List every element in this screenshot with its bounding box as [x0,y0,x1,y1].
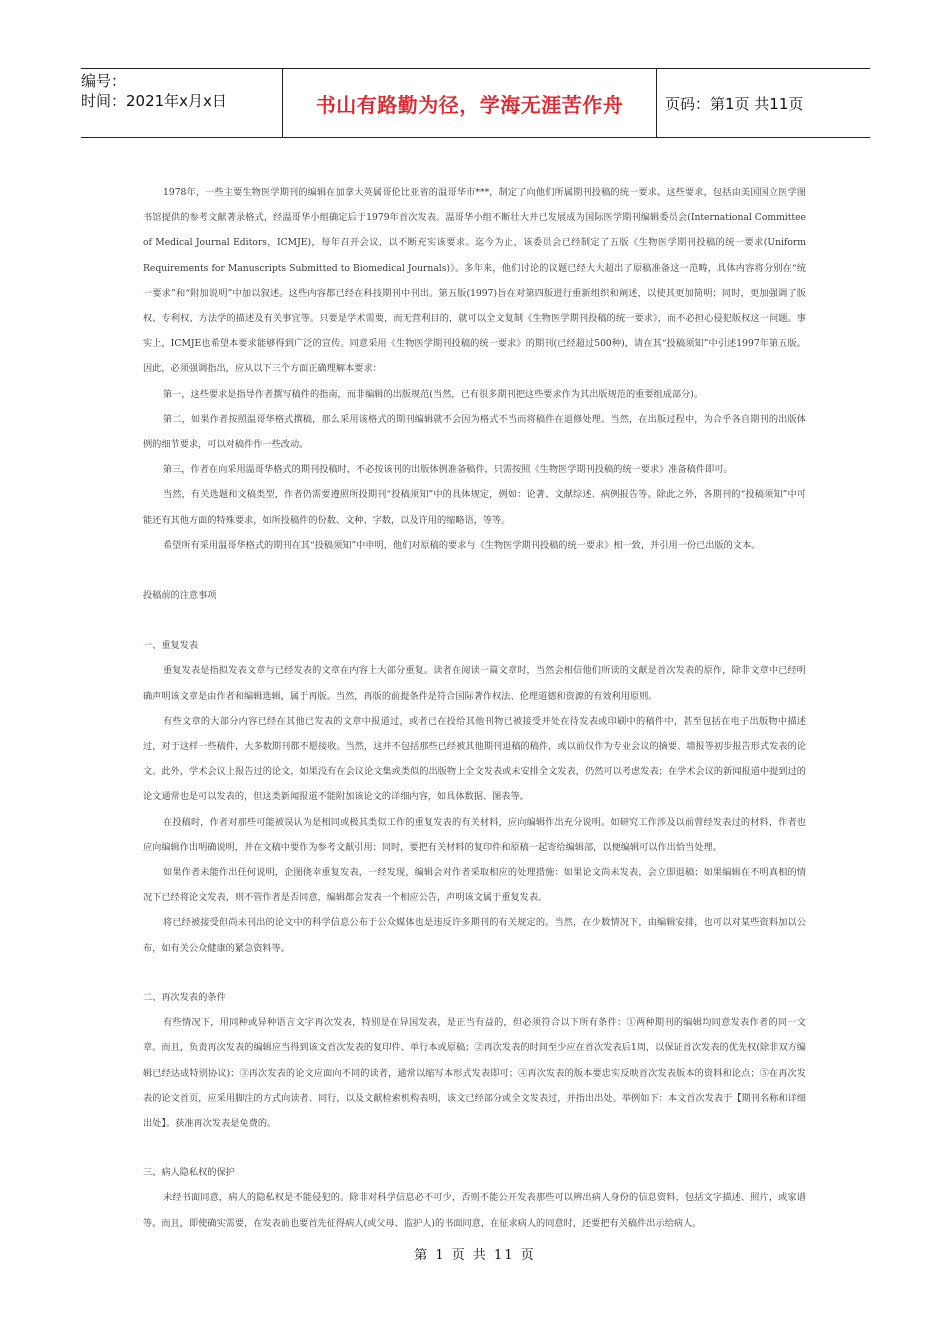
header-meta-cell [81,69,283,137]
motto-text: 书山有路勤为径，学海无涯苦作舟 [315,92,624,117]
section-heading-patient-privacy: 三、病人隐私权的保护 [143,1167,235,1179]
header-table [81,68,870,138]
section-paragraph: 将已经被接受但尚未刊出的论文中的科学信息公布于公众媒体也是违反许多期刊的有关规定的。当然，在少数情况下，由编辑安排，也可以对某些资料加以公布，如有关公众健康的紧急资料等。 [143,917,806,954]
section-heading-republication: 二、再次发表的条件 [143,991,226,1003]
document-body [143,180,806,1236]
section-paragraph: 在投稿时，作者对那些可能被误认为是相同或极其类似工作的重复发表的有关材料，应向编辑作出充分说明。如研究工作涉及以前曾经发表过的材料，作者也应向编辑作出明确说明，并在文稿中要作为参考文献引用；同时，要把有关材料的复印件和原稿一起寄给编辑部，以便编辑可以作出恰当处理。 [143,816,806,853]
intro-paragraph: 第二，如果作者按照温哥华格式撰稿，那么采用该格式的期刊编辑就不会因为格式不当而将稿件在退修处理。当然，在出版过程中，为合乎各自期刊的出版体例的细节要求，可以对稿件作一些改动。 [143,413,806,451]
section-heading-duplicate-publication: 一、重复发表 [143,640,199,652]
section-paragraph: 未经书面同意，病人的隐私权是不能侵犯的。除非对科学信息必不可少，否则不能公开发表那些可以辨出病人身份的信息资料，包括文字描述、照片，或家谱等。而且，即使确实需要，在发表前也要首先征得病人(或父母、监护人)的书面同意，在征求病人的同意时，还要把有关稿件出示给病人。 [143,1192,806,1229]
intro-paragraph: 当然，有关选题和文稿类型，作者仍需要遵照所投期刊“投稿须知”中的具体规定，例如：论著、文献综述、病例报告等。除此之外，各期刊的“投稿须知”中可能还有其他方面的特殊要求，如所投稿件的份数、文种、字数，以及许用的缩略语，等等。 [143,489,806,526]
section-paragraph: 如果作者未能作出任何说明，企图侥幸重复发表，一经发现，编辑会对作者采取相应的处理措施：如果论文尚未发表，会立即退稿；如果编辑在不明真相的情况下已经将论文发表，则不管作者是否同意，编辑都会发表一个相应公告，声明该文属于重复发表。 [143,867,806,904]
section-paragraph: 有些情况下，用同种或异种语言文字再次发表，特别是在异国发表，是正当有益的，但必须符合以下所有条件：①两种期刊的编辑均同意发表作者的同一文章。而且，负责再次发表的编辑应当得到该文首次发表的复印件、单行本或原稿；②再次发表的时间至少应在首次发表后1周，以保证首次发表的优先权(除非双方编辑已经达成特别协议)；③再次发表的论文应面向不同的读者，通常以缩写本形式发表即可；④再次发表的版本要忠实反映首次发表版本的资料和论点；⑤在再次发表的论文首页，应采用脚注的方式向读者、同行，以及文献检索机构表明，该文已经部分或全文发表过，并指出出处。举例如下：本文首次发表于【期刊名称和详细出处】。获准再次发表是免费的。 [143,1017,806,1129]
intro-paragraph: 1978年，一些主要生物医学期刊的编辑在加拿大英属哥伦比亚省的温哥华市***，制定了向他们所属期刊投稿的统一要求。这些要求，包括由美国国立医学图书馆提供的参考文献著录格式，经温哥华小组确定后于1979年首次发表。温哥华小组不断壮大并已发展成为国际医学期刊编辑委员会(International Committee of Medical Journal Editors，ICMJE)，每年召开会议，以不断充实该要求。迄今为止，该委员会已经制定了五版《生物医学期刊投稿的统一要求(Uniform Requirements for Manuscripts Submitted to Biomedical Journals)》。多年来，他们讨论的议题已经大大超出了原稿准备这一范畴，具体内容将分别在“统一要求”和“附加说明”中加以叙述。这些内容都已经在科技期刊中刊出。第五版(1997)旨在对第四版进行重新组织和阐述，以使其更加简明；同时，更加强调了版权、专利权、方法学的描述及有关事宜等。只要是学术需要，而无营利目的，就可以全文复制《生物医学期刊投稿的统一要求》，而不必担心侵犯版权这一问题。事实上，ICMJE也希望本要求能够得到广泛的宣传。同意采用《生物医学期刊投稿的统一要求》的期刊(已经超过500种)，请在其“投稿须知”中引述1997年第五版。因此，必须强调指出，应从以下三个方面正确理解本要求： [143,187,806,375]
footer-page-number: 第 1 页 共 11 页 [414,1248,536,1263]
document-number-label: 编号： [81,72,127,90]
header-page-number: 页码：第1页 共11页 [665,94,804,113]
section-paragraph: 重复发表是指拟发表文章与已经发表的文章在内容上大部分重复。读者在阅读一篇文章时，当然会相信他们所读的文献是首次发表的原作，除非文章中已经明确声明该文章是由作者和编辑选辑，属于再版。当然，再版的前提条件是符合国际著作权法、伦理道德和资源的有效利用原则。 [143,665,806,702]
section-paragraph: 有些文章的大部分内容已经在其他已发表的文章中报道过，或者已在投给其他刊物已被接受并处在待发表或印刷中的稿件中，甚至包括在电子出版物中描述过，对于这样一些稿件，大多数期刊都不愿接收。当然，这并不包括那些已经被其他期刊退稿的稿件，或以前仅作为专业会议的摘要、墙报等初步报告形式发表的论文。此外，学术会议上报告过的论文，如果没有在会议论文集或类似的出版物上全文发表或未安排全文发表，仍然可以考虑发表；在学术会议的新闻报道中提到过的论文通常也是可以发表的，但这类新闻报道不能附加该论文的详细内容，如具体数据、图表等。 [143,715,806,803]
intro-paragraph: 第三，作者在向采用温哥华格式的期刊投稿时，不必按该刊的出版体例准备稿件，只需按照《生物医学期刊投稿的统一要求》准备稿件即可。 [163,464,733,476]
header-page-cell [657,69,870,137]
header-motto-cell [283,69,657,137]
page-footer [0,1244,950,1263]
document-time: 时间：2021年x月x日 [81,92,227,110]
intro-paragraph: 第一，这些要求是指导作者撰写稿件的指南，而非编辑的出版规范(当然，已有很多期刊把这些要求作为其出版规范的重要组成部分)。 [163,388,704,400]
section-title: 投稿前的注意事项 [143,590,217,602]
intro-paragraph: 希望所有采用温哥华格式的期刊在其“投稿须知”中申明，他们对原稿的要求与《生物医学期刊投稿的统一要求》相一致，并引用一份已出版的文本。 [163,539,761,551]
